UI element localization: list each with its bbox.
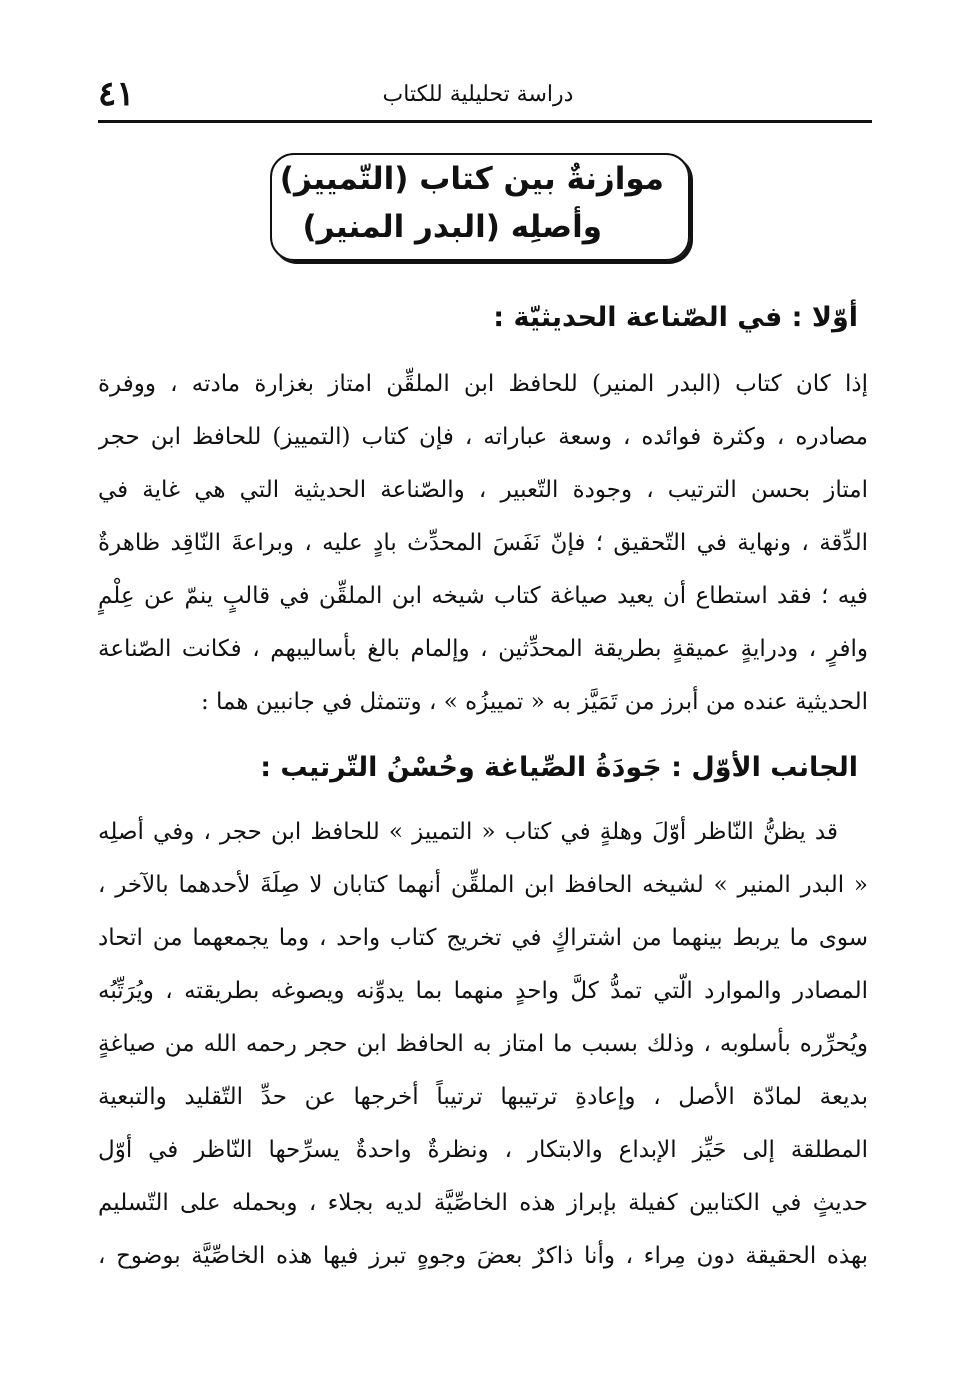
subsection-heading: الجانب الأوّل : جَودَةُ الصِّياغة وحُسْنُ التّرتيب : [260,752,858,783]
paragraph-line: ويُحرِّره بأسلوبه ، وذلك بسبب ما امتاز به الحافظ ابن حجر رحمه الله من صياغةٍ [98,1031,868,1057]
section-heading: أوّلا : في الصّناعة الحديثيّة : [493,302,858,333]
paragraph-line: فيه ؛ فقد استطاع أن يعيد صياغة كتاب شيخه ابن الملقِّن في قالبٍ ينمّ عن عِلْمٍ [98,583,868,609]
header-rule [98,120,872,123]
paragraph-1 [98,358,868,729]
paragraph-2 [98,806,868,1283]
paragraph-line: الحديثية عنده من أبرز من تَمَيَّز به « تمييزُه » ، وتتمثل في جانبين هما : [200,689,868,715]
paragraph-line: « البدر المنير » لشيخه الحافظ ابن الملقِّن أنهما كتابان لا صِلَةَ لأحدهما بالآخر ، [98,872,868,898]
chapter-title-line-2: وأصلِه (البدر المنير) [302,209,602,245]
paragraph-line: قد يظنُّ النّاظر أوّلَ وهلةٍ في كتاب « التمييز » للحافظ ابن حجر ، وفي أصلِه [98,819,838,845]
paragraph-line: مصادره ، وكثرة فوائده ، وسعة عباراته ، فإن كتاب (التمييز) للحافظ ابن حجر [98,424,868,450]
paragraph-line: الدِّقة ، ونهاية في التّحقيق ؛ فإنّ نَفَسَ المحدِّث بادٍ عليه ، وبراعةَ النّاقِد ظاهرةٌ [98,530,868,556]
paragraph-line: المطلقة إلى حَيِّز الإبداع والابتكار ، ونظرةٌ واحدةٌ يسرِّحها النّاظر في أوّل [98,1137,868,1163]
paragraph-line: حديثٍ في الكتابين كفيلة بإبراز هذه الخاصِّيَّة لديه بجلاء ، وبحمله على التّسليم [98,1190,868,1216]
running-title: دراسة تحليلية للكتاب [382,82,574,107]
paragraph-line: وافرٍ ، ودرايةٍ عميقةٍ بطريقة المحدِّثين ، وإلمام بالغ بأساليبهم ، فكانت الصّناعة [98,636,868,662]
paragraph-line: إذا كان كتاب (البدر المنير) للحافظ ابن الملقِّن امتاز بغزارة مادته ، ووفرة [98,371,868,397]
paragraph-line: امتاز بحسن الترتيب ، وجودة التّعبير ، والصّناعة الحديثية التي هي غاية في [98,477,868,503]
paragraph-line: سوى ما يربط بينهما من اشتراكٍ في تخريج كتاب واحد ، وما يجمعهما من اتحاد [98,925,868,951]
paragraph-line: بديعة لمادّة الأصل ، وإعادةِ ترتيبها ترتيباً أخرجها عن حدِّ التّقليد والتبعية [98,1084,868,1110]
paragraph-line: المصادر والموارد الّتي تمدُّ كلَّ واحدٍ منهما بما يدوِّنه ويصوغه بطريقته ، ويُرَتِّبُه [98,978,868,1004]
page-header [98,74,858,120]
chapter-title-line-1: موازنةٌ بين كتاب (التّمييز) [279,161,664,197]
paragraph-line: بهذه الحقيقة دون مِراء ، وأنا ذاكرٌ بعضَ وجوهٍ تبرز فيها هذه الخاصِّيَّة بوضوح ، [98,1243,868,1269]
page-number: ٤١ [98,74,135,114]
chapter-title-box [270,153,690,261]
